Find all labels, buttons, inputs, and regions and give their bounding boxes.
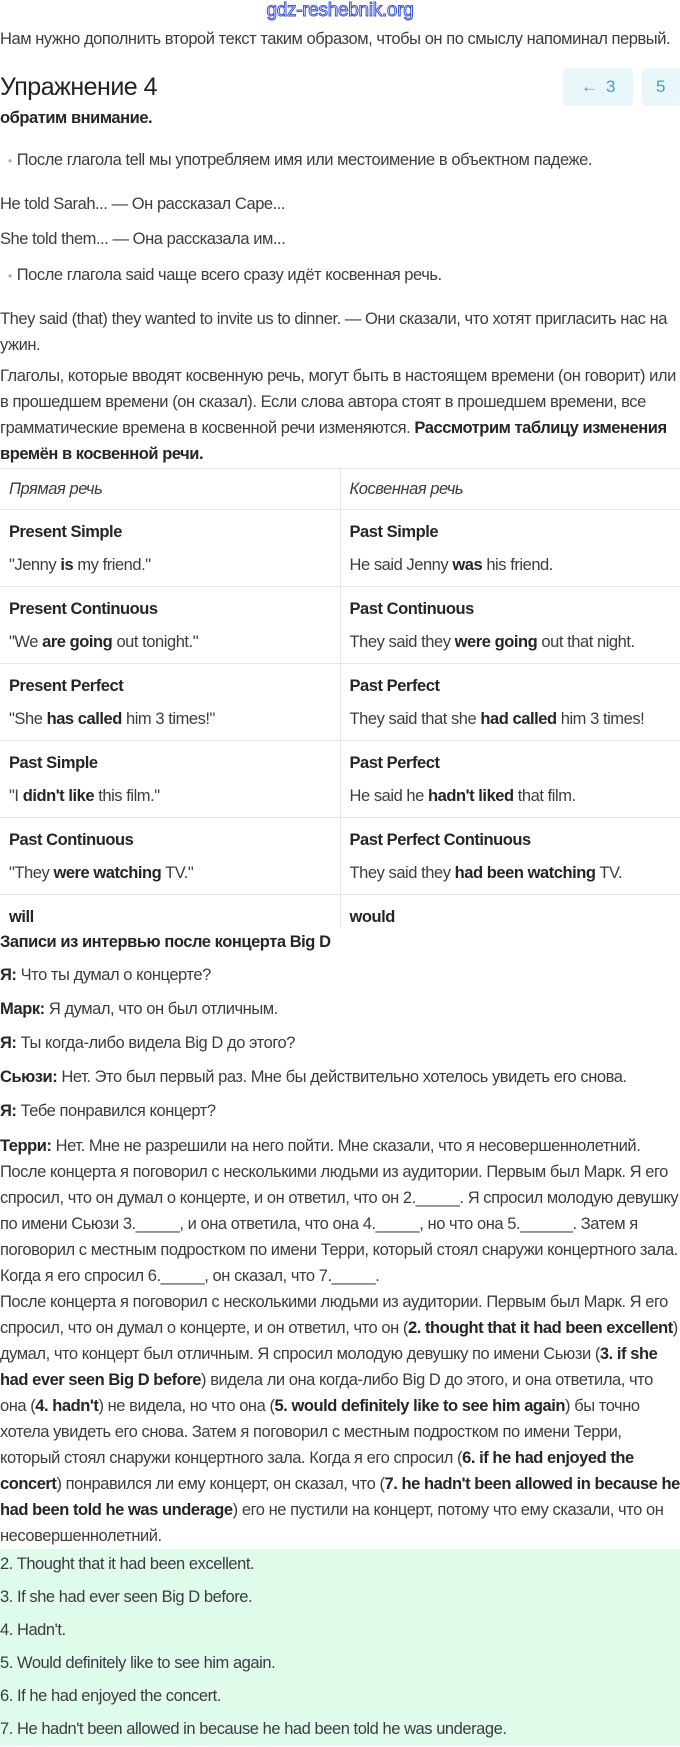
direct-tense: Past Simple — [9, 754, 98, 772]
bold-segment: 5. would definitely like to see him again — [274, 1397, 566, 1415]
indirect-cell — [340, 818, 680, 895]
answer-item: 2. Thought that it had been excellent. — [0, 1555, 255, 1573]
indirect-example — [350, 631, 672, 661]
filled-paragraph — [0, 1289, 680, 1549]
indirect-example — [350, 785, 672, 815]
text-segment: ) не видела, но что она ( — [98, 1397, 275, 1415]
indirect-tense: would — [349, 908, 395, 926]
dialogue-text: Ты когда-либо видела Big D до этого? — [16, 1034, 295, 1052]
text-segment: They said that she — [349, 710, 481, 728]
table-row — [0, 895, 680, 929]
indirect-cell — [340, 741, 680, 818]
text-segment: him 3 times! — [556, 710, 645, 728]
indirect-tense: Past Perfect Continuous — [349, 831, 531, 849]
direct-example — [9, 554, 331, 584]
dialogue-line — [0, 1030, 680, 1056]
bold-segment: were watching — [53, 864, 162, 882]
bullet-said: • После глагола said чаще всего сразу идёт косвенная речь. — [0, 262, 680, 289]
table-header-row — [0, 469, 680, 510]
direct-cell — [0, 664, 340, 741]
answer-item: 5. Would definitely like to see him again. — [0, 1654, 276, 1672]
exercise-title: Упражнение 4 — [0, 73, 158, 101]
bold-segment: are going — [42, 633, 113, 651]
bold-segment: was — [452, 556, 483, 574]
text-segment: TV." — [161, 864, 194, 882]
answer-item: 6. If he had enjoyed the concert. — [0, 1687, 221, 1705]
bold-segment: had been watching — [454, 864, 596, 882]
dialogue-text: Тебе понравился концерт? — [16, 1102, 216, 1120]
next-exercise-button[interactable] — [642, 68, 680, 106]
direct-tense: will — [9, 908, 34, 926]
dialogue — [0, 962, 680, 1159]
bold-segment: hadn't liked — [428, 787, 514, 805]
header-direct: Прямая речь — [0, 469, 340, 510]
bold-segment: had called — [480, 710, 557, 728]
direct-cell — [0, 741, 340, 818]
text-segment: "We — [9, 633, 43, 651]
speaker: Я: — [0, 1034, 17, 1052]
bold-segment: 4. hadn't — [35, 1397, 99, 1415]
dialogue-line — [0, 1064, 680, 1090]
bold-segment: 6. if he had enjoyed the concert — [0, 1449, 634, 1493]
rule-paragraph — [0, 363, 680, 467]
speaker: Терри: — [0, 1137, 52, 1155]
text-segment: He said he — [349, 787, 429, 805]
text-segment: that film. — [513, 787, 576, 805]
direct-example — [9, 785, 331, 815]
dialogue-text: Что ты думал о концерте? — [16, 966, 211, 984]
indirect-example — [350, 708, 672, 738]
bold-segment: 2. thought that it had been excellent — [407, 1319, 673, 1337]
prev-exercise-label: 3 — [606, 77, 616, 96]
table-row — [0, 664, 680, 741]
direct-cell — [0, 818, 340, 895]
text-segment: He said Jenny — [349, 556, 453, 574]
indirect-tense: Past Perfect — [349, 754, 440, 772]
bold-segment: Рассмотрим таблицу изменения времён в косвенной речи. — [0, 419, 667, 463]
indirect-example — [350, 554, 672, 584]
dialogue-line — [0, 1133, 680, 1159]
indirect-cell — [340, 664, 680, 741]
text-segment: ) думал, что концерт был отличным. Я спросил молодую девушку по имени Сьюзи ( — [0, 1319, 678, 1363]
text-segment: После концерта я поговорил с несколькими людьми из аудитории. Первым был Марк. Я его спросил, что он думал о концерте, и он ответил, что он ( — [0, 1293, 668, 1337]
bold-segment: were going — [454, 633, 538, 651]
arrow-left-icon: ← — [580, 77, 598, 96]
bold-segment: didn't like — [22, 787, 95, 805]
text-segment: Глаголы, которые вводят косвенную речь, могут быть в настоящем времени (он говорит) или в прошедшем времени (он сказал). Если слова автора стоят в прошедшем времени, все грамматические времена в косвенной речи изменяются. — [0, 367, 676, 437]
text-segment: "They — [9, 864, 54, 882]
indirect-cell — [340, 587, 680, 664]
text-segment: ) бы точно хотела увидеть его снова. Затем я поговорил с местным подростком по имени Терри, который стоял снаружи концертного зала. Когда я его спросил ( — [0, 1397, 640, 1467]
text-segment: ) понравился ли ему концерт, он сказал, что ( — [56, 1475, 385, 1493]
table-row — [0, 510, 680, 587]
answers-box — [0, 1549, 680, 1746]
direct-tense: Present Simple — [9, 523, 122, 541]
dialogue-line — [0, 962, 680, 988]
text-segment: "I — [9, 787, 23, 805]
bold-segment: 3. if she had ever seen Big D before — [0, 1345, 658, 1389]
text-segment: out tonight." — [112, 633, 199, 651]
table-row — [0, 818, 680, 895]
speaker: Сьюзи: — [0, 1068, 58, 1086]
text-segment: "Jenny — [9, 556, 61, 574]
direct-cell — [0, 510, 340, 587]
speaker: Я: — [0, 1102, 17, 1120]
speaker: Марк: — [0, 1000, 45, 1018]
dialogue-text: Я думал, что он был отличным. — [44, 1000, 278, 1018]
text-segment: TV. — [595, 864, 623, 882]
text-segment: his friend. — [482, 556, 553, 574]
next-exercise-label: 5 — [656, 77, 666, 96]
direct-example — [9, 631, 331, 661]
text-segment: "She — [9, 710, 47, 728]
text-segment: ) видела ли она когда-либо Big D до этого, и она ответила, что она ( — [0, 1371, 653, 1415]
table-row — [0, 741, 680, 818]
direct-example — [9, 708, 331, 738]
direct-cell — [0, 587, 340, 664]
direct-tense: Present Perfect — [9, 677, 124, 695]
table-row — [0, 587, 680, 664]
indirect-cell — [340, 510, 680, 587]
answer-item: 4. Hadn't. — [0, 1621, 66, 1639]
header-indirect: Косвенная речь — [340, 469, 680, 510]
indirect-tense: Past Perfect — [349, 677, 440, 695]
indirect-tense: Past Simple — [349, 523, 439, 541]
direct-cell — [0, 895, 340, 929]
prev-exercise-button[interactable] — [563, 68, 633, 106]
direct-tense: Present Continuous — [9, 600, 158, 618]
text-segment: They said they — [349, 633, 455, 651]
gap-paragraph: После концерта я поговорил с несколькими людьми из аудитории. Первым был Марк. Я его спросил, что он думал о концерте, и он ответил, что он 2._____. Я спросил молодую девушку по имени Сьюзи 3._____, и она ответила, что она 4._____, но что она 5.______. Затем я поговорил с местным подростком по имени Терри, который стоял снаружи концертного зала. Когда я его спросил 6._____, он сказал, что 7._____. — [0, 1163, 679, 1285]
exercise-header — [0, 68, 680, 106]
intro-text: Нам нужно дополнить второй текст таким образом, чтобы он по смыслу напоминал первый. — [0, 30, 671, 48]
bold-segment: is — [60, 556, 74, 574]
text-segment: ) его не пустили на концерт, потому что ему сказали, что он несовершеннолетний. — [0, 1501, 664, 1545]
bullet-tell: • После глагола tell мы употребляем имя или местоимение в объектном падеже. — [0, 147, 680, 174]
speaker: Я: — [0, 966, 17, 984]
example-said: They said (that) they wanted to invite us to dinner. — Они сказали, что хотят пригласить нас на ужин. — [0, 310, 668, 354]
text-segment: They said they — [349, 864, 455, 882]
bold-segment: has called — [46, 710, 122, 728]
answer-item: 7. He hadn't been allowed in because he had been told he was underage. — [0, 1720, 507, 1738]
indirect-example — [350, 862, 672, 892]
dialogue-text: Нет. Мне не разрешили на него пойти. Мне сказали, что я несовершеннолетний. — [51, 1137, 641, 1155]
text-segment: him 3 times!" — [121, 710, 215, 728]
example-told-them: She told them... — Она рассказала им... — [0, 230, 286, 248]
example-told-sarah: He told Sarah... — Он рассказал Саре... — [0, 195, 286, 213]
bold-segment: 7. he hadn't been allowed in because he had been told he was underage — [0, 1475, 680, 1519]
watermark-logo: gdz-reshebnik.org — [266, 0, 414, 21]
interview-title: Записи из интервью после концерта Big D — [0, 933, 331, 951]
indirect-cell — [340, 895, 680, 929]
dialogue-line — [0, 1098, 680, 1124]
direct-tense: Past Continuous — [9, 831, 134, 849]
dialogue-text: Нет. Это был первый раз. Мне бы действительно хотелось увидеть его снова. — [57, 1068, 627, 1086]
indirect-tense: Past Continuous — [349, 600, 474, 618]
cut-heading: обратим внимание. — [0, 109, 153, 127]
tense-table — [0, 468, 680, 928]
dialogue-line — [0, 996, 680, 1022]
answer-item: 3. If she had ever seen Big D before. — [0, 1588, 253, 1606]
text-segment: out that night. — [537, 633, 635, 651]
text-segment: my friend." — [73, 556, 151, 574]
direct-example — [9, 862, 331, 892]
text-segment: this film." — [94, 787, 160, 805]
